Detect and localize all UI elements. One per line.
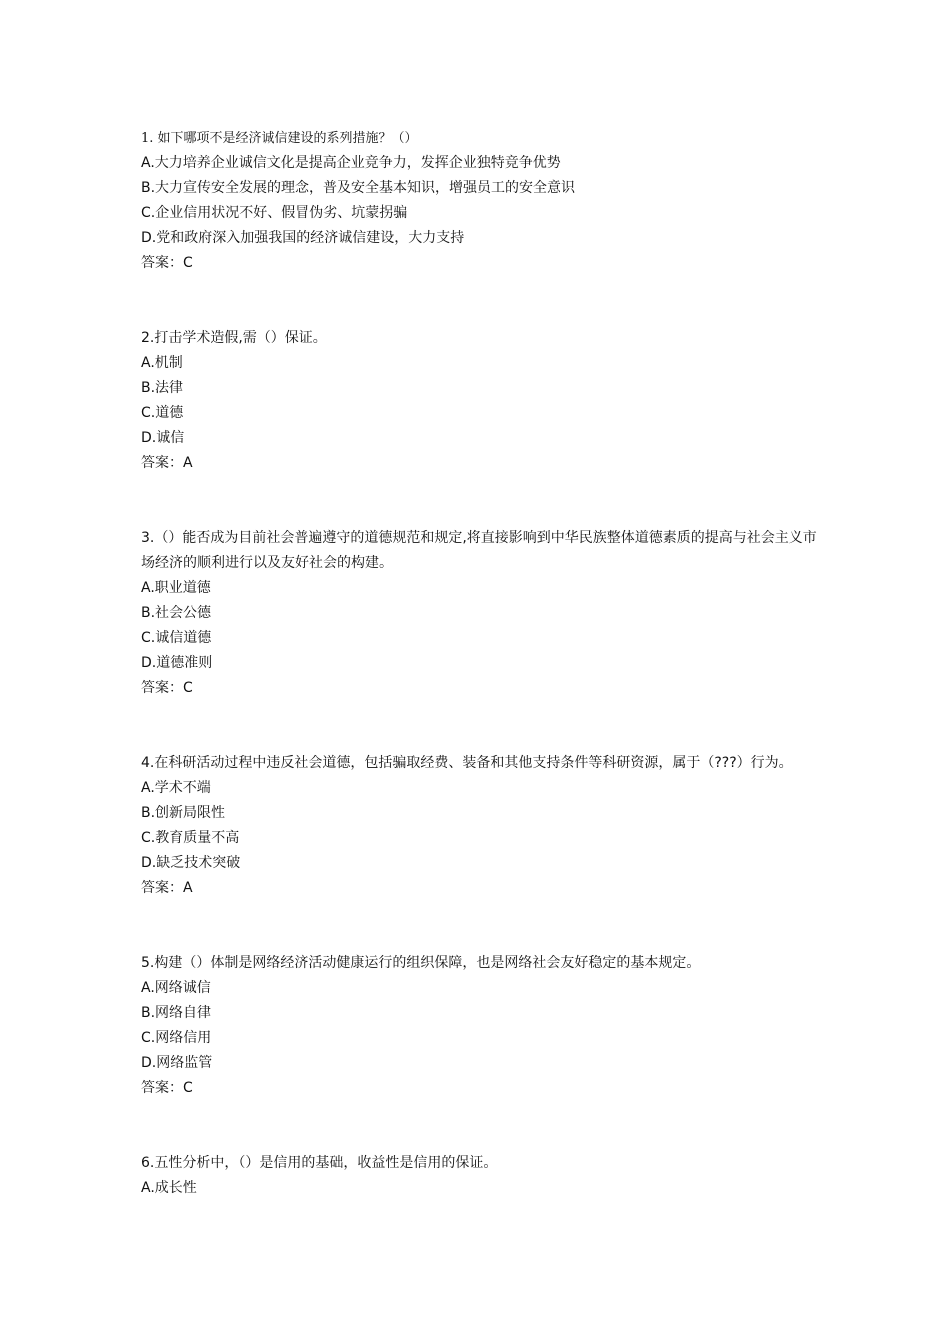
question-stem: 4.在科研活动过程中违反社会道德，包括骗取经费、装备和其他支持条件等科研资源，属于（???）行为。	[141, 755, 793, 771]
option-c: C.道德	[141, 405, 184, 421]
option-c: C.诚信道德	[141, 630, 212, 646]
answer-text: 答案：C	[141, 680, 193, 696]
question-4	[141, 751, 821, 901]
answer-text: 答案：C	[141, 255, 193, 271]
option-d: D.缺乏技术突破	[141, 855, 241, 871]
answer-text: 答案：C	[141, 1080, 193, 1096]
option-a: A.机制	[141, 355, 183, 371]
option-d: D.党和政府深入加强我国的经济诚信建设，大力支持	[141, 230, 465, 246]
option-a: A.大力培养企业诚信文化是提高企业竞争力，发挥企业独特竞争优势	[141, 155, 561, 171]
answer-text: 答案：A	[141, 455, 193, 471]
option-d: D.道德准则	[141, 655, 213, 671]
question-stem: 1. 如下哪项不是经济诚信建设的系列措施？（）	[141, 131, 418, 146]
option-b: B.创新局限性	[141, 805, 226, 821]
option-a: A.职业道德	[141, 580, 211, 596]
option-a: A.网络诚信	[141, 980, 211, 996]
option-b: B.大力宣传安全发展的理念，普及安全基本知识，增强员工的安全意识	[141, 180, 576, 196]
question-stem: 5.构建（）体制是网络经济活动健康运行的组织保障，也是网络社会友好稳定的基本规定。	[141, 955, 701, 971]
option-a: A.学术不端	[141, 780, 211, 796]
question-5	[141, 951, 821, 1101]
option-c: C.教育质量不高	[141, 830, 240, 846]
question-3	[141, 526, 821, 701]
answer-text: 答案：A	[141, 880, 193, 896]
option-d: D.诚信	[141, 430, 185, 446]
option-b: B.法律	[141, 380, 184, 396]
option-b: B.网络自律	[141, 1005, 212, 1021]
option-b: B.社会公德	[141, 605, 212, 621]
question-stem: 6.五性分析中，（）是信用的基础，收益性是信用的保证。	[141, 1155, 498, 1171]
option-c: C.企业信用状况不好、假冒伪劣、坑蒙拐骗	[141, 205, 408, 221]
question-stem: 3.（）能否成为目前社会普遍遵守的道德规范和规定,将直接影响到中华民族整体道德素质的提高与社会主义市场经济的顺利进行以及友好社会的构建。	[141, 530, 817, 571]
option-d: D.网络监管	[141, 1055, 213, 1071]
question-1	[141, 126, 821, 276]
option-c: C.网络信用	[141, 1030, 212, 1046]
option-a: A.成长性	[141, 1180, 197, 1196]
question-list	[141, 126, 821, 1251]
question-6	[141, 1151, 821, 1201]
question-stem: 2.打击学术造假,需（）保证。	[141, 330, 327, 346]
question-2	[141, 326, 821, 476]
